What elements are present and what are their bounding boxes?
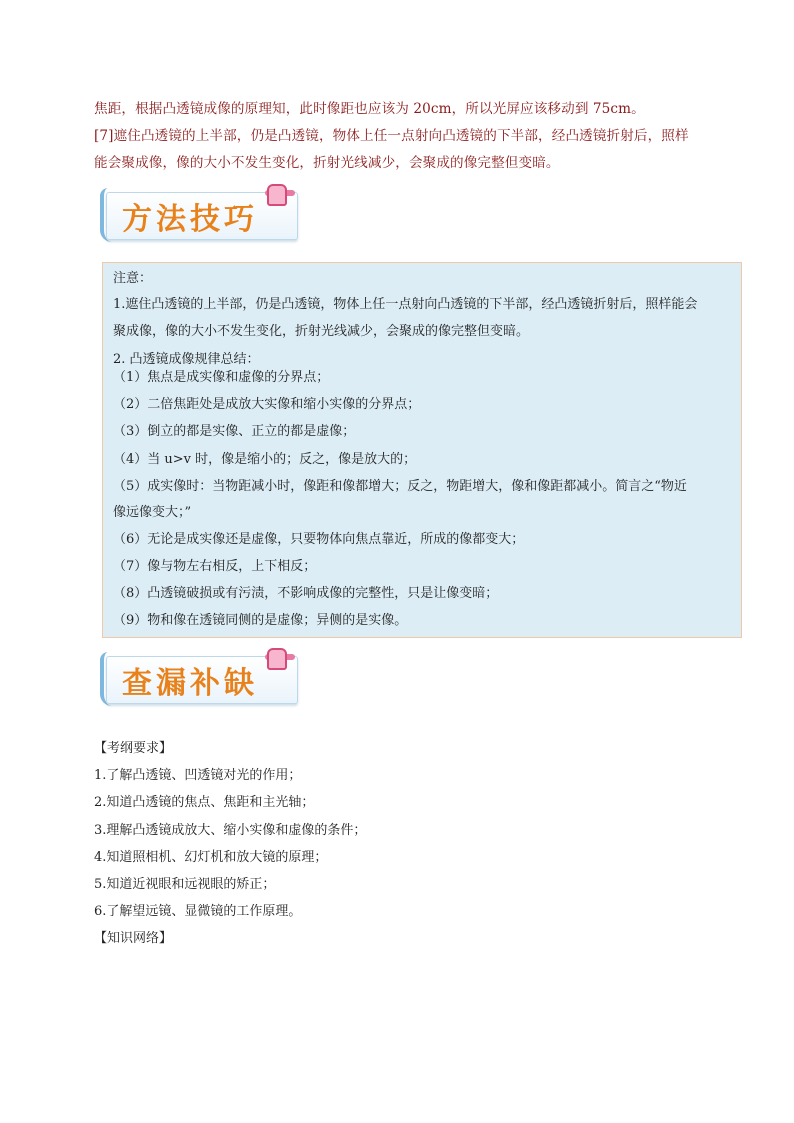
note-line: （9）物和像在透镜同侧的是虚像；异侧的是实像。 [113,613,408,628]
note-line: （8）凸透镜破损或有污渍，不影响成像的完整性，只是让像变暗； [113,586,499,601]
answer-line: [7]遮住凸透镜的上半部，仍是凸透镜，物体上任一点射向凸透镜的下半部，经凸透镜折射后，照样 [94,128,689,144]
syllabus-item: 4.知道照相机、幻灯机和放大镜的原理； [94,850,328,865]
note-line: （7）像与物左右相反，上下相反； [113,559,317,574]
clip-icon [267,648,287,670]
note-line: 注意： [113,271,153,286]
tips-note-box [102,262,742,638]
knowledge-network-heading: 【知识网络】 [94,931,173,946]
syllabus-item: 3.理解凸透镜成放大、缩小实像和虚像的条件； [94,823,367,838]
note-line: 聚成像，像的大小不发生变化，折射光线减少，会聚成的像完整但变暗。 [113,324,530,339]
section-banner-review [100,648,305,706]
syllabus-item: 2.知道凸透镜的焦点、焦距和主光轴； [94,795,315,810]
note-line: 1.遮住凸透镜的上半部，仍是凸透镜，物体上任一点射向凸透镜的下半部，经凸透镜折射后，照样能会 [113,297,698,312]
syllabus-item: 5.知道近视眼和远视眼的矫正； [94,877,276,892]
note-line: （3）倒立的都是实像、正立的都是虚像； [113,424,356,439]
clip-icon [267,184,287,206]
note-line: （2）二倍焦距处是成放大实像和缩小实像的分界点； [113,397,421,412]
note-line: 2. 凸透镜成像规律总结： [113,352,260,367]
syllabus-heading: 【考纲要求】 [94,741,173,756]
note-line: （4）当 u>v 时，像是缩小的；反之，像是放大的； [113,452,417,467]
syllabus-item: 1.了解凸透镜、凹透镜对光的作用； [94,768,302,783]
note-line: （1）焦点是成实像和虚像的分界点； [113,370,330,385]
section-banner-methods [100,184,305,242]
note-line: （6）无论是成实像还是虚像，只要物体向焦点靠近，所成的像都变大； [113,532,525,547]
section-title: 方法技巧 [122,202,258,237]
syllabus-item: 6.了解望远镜、显微镜的工作原理。 [94,904,302,919]
note-line: 像远像变大；” [113,505,192,520]
answer-line: 焦距，根据凸透镜成像的原理知，此时像距也应该为 20cm，所以光屏应该移动到 75cm。 [94,101,645,117]
answer-line: 能会聚成像，像的大小不发生变化，折射光线减少，会聚成的像完整但变暗。 [94,155,560,171]
note-line: （5）成实像时：当物距减小时，像距和像都增大；反之，物距增大，像和像距都减小。简言之“物近 [113,479,687,494]
section-title: 查漏补缺 [122,666,258,701]
